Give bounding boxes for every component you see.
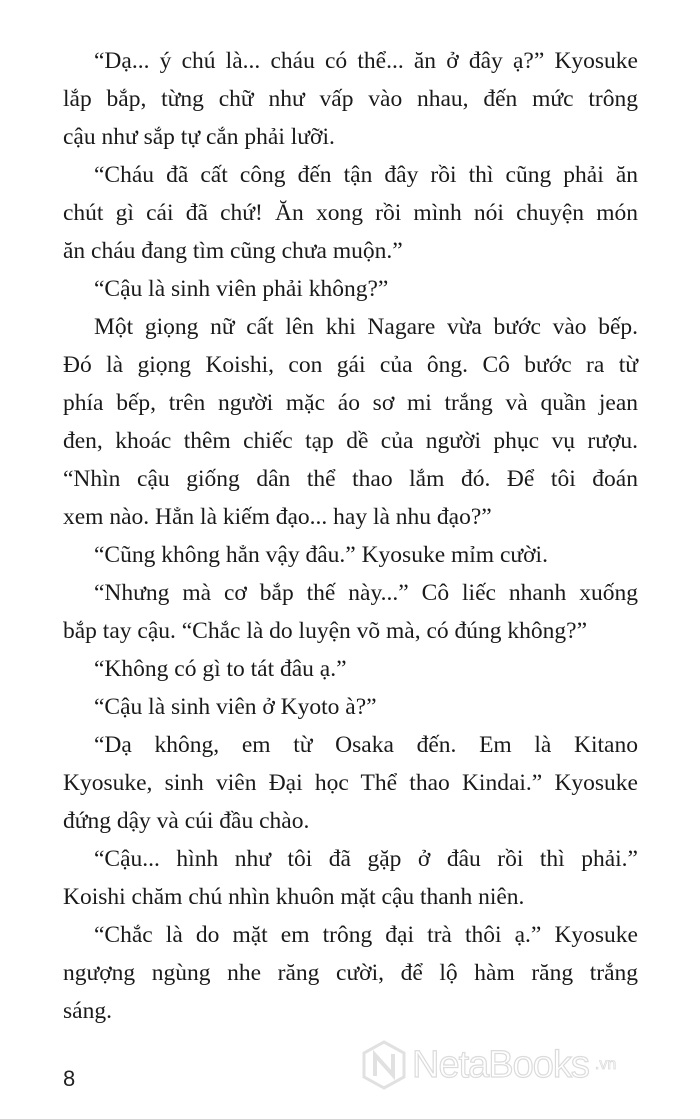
text-line: lắp bắp, từng chữ như vấp vào nhau, đến mức trông: [63, 86, 638, 112]
text-line: “Dạ không, em từ Osaka đến. Em là Kitano: [94, 732, 638, 758]
text-line: xem nào. Hẳn là kiếm đạo... hay là nhu đạo?”: [63, 504, 492, 530]
paragraph: [63, 688, 638, 726]
paragraph: [63, 726, 638, 840]
paragraph: [63, 270, 638, 308]
text-line: “Không có gì to tát đâu ạ.”: [94, 656, 347, 682]
text-line: “Nhưng mà cơ bắp thế này...” Cô liếc nhanh xuống: [94, 580, 638, 606]
text-line: Kyosuke, sinh viên Đại học Thể thao Kindai.” Kyosuke: [63, 770, 638, 796]
text-line: bắp tay cậu. “Chắc là do luyện võ mà, có đúng không?”: [63, 618, 588, 644]
text-line: chút gì cái đã chứ! Ăn xong rồi mình nói chuyện món: [63, 200, 638, 226]
text-line: ăn cháu đang tìm cũng chưa muộn.”: [63, 238, 403, 264]
text-line: “Chắc là do mặt em trông đại trà thôi ạ.” Kyosuke: [94, 922, 638, 948]
watermark-suffix: .vn: [594, 1056, 617, 1073]
text-line: Đó là giọng Koishi, con gái của ông. Cô bước ra từ: [63, 352, 638, 378]
paragraph: [63, 916, 638, 1030]
paragraph: [63, 42, 638, 156]
text-line: “Cậu... hình như tôi đã gặp ở đâu rồi thì phải.”: [94, 846, 638, 872]
text-line: ngượng ngùng nhe răng cười, để lộ hàm răng trắng: [63, 960, 638, 986]
paragraph: [63, 840, 638, 916]
text-line: phía bếp, trên người mặc áo sơ mi trắng và quần jean: [63, 390, 638, 416]
text-line: đứng dậy và cúi đầu chào.: [63, 808, 310, 834]
text-line: “Cậu là sinh viên phải không?”: [94, 276, 389, 302]
paragraph: [63, 536, 638, 574]
paragraph: [63, 156, 638, 270]
text-line: “Nhìn cậu giống dân thể thao lắm đó. Để tôi đoán: [63, 466, 638, 492]
text-line: Koishi chăm chú nhìn khuôn mặt cậu thanh niên.: [63, 884, 525, 910]
text-line: cậu như sắp tự cắn phải lưỡi.: [63, 124, 335, 150]
watermark: [362, 1040, 616, 1090]
text-line: Một giọng nữ cất lên khi Nagare vừa bước vào bếp.: [94, 314, 638, 340]
paragraph: [63, 574, 638, 650]
paragraph: [63, 650, 638, 688]
text-line: “Cậu là sinh viên ở Kyoto à?”: [94, 694, 377, 720]
text-line: “Cũng không hẳn vậy đâu.” Kyosuke mỉm cười.: [94, 542, 548, 568]
watermark-brand: NetaBooks: [412, 1043, 589, 1086]
text-line: đen, khoác thêm chiếc tạp dề của người phục vụ rượu.: [63, 428, 638, 454]
book-page-text: [63, 42, 638, 1030]
netabooks-logo-icon: [362, 1040, 406, 1090]
paragraph: [63, 308, 638, 536]
text-line: sáng.: [63, 998, 112, 1024]
page-number: 8: [63, 1066, 76, 1091]
text-line: “Dạ... ý chú là... cháu có thể... ăn ở đây ạ?” Kyosuke: [94, 48, 638, 74]
text-line: “Cháu đã cất công đến tận đây rồi thì cũng phải ăn: [94, 162, 638, 188]
